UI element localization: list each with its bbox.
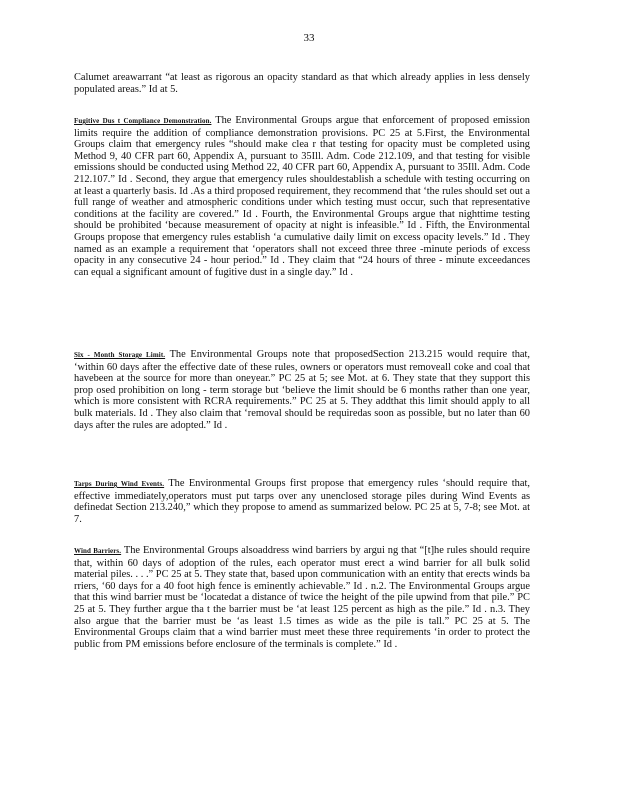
paragraph-six-month-storage	[74, 349, 530, 431]
section-heading-six-month-storage: Six - Month Storage Limit.	[74, 351, 166, 359]
paragraph-text: Calumet areawarrant “at least as rigorous an opacity standard as that which already applies in less densely populated areas.” Id at 5.	[74, 72, 530, 95]
paragraph-wind-barriers	[74, 545, 530, 650]
section-heading-tarps: Tarps During Wind Events.	[74, 480, 165, 488]
section-heading-wind-barriers: Wind Barriers.	[74, 547, 122, 555]
paragraph-calumet-standard	[74, 72, 530, 95]
paragraph-text: The Environmental Groups first propose that emergency rules ‘should require that, effective immediately,operators must put tarps over any unenclosed storage piles during Wind Events as definedat Section 213.240,” which they propose to amend as summarized below. PC 25 at 5, 7-8; see Mot. at 7.	[74, 478, 530, 525]
paragraph-text: The Environmental Groups alsoaddress wind barriers by argui ng that “[t]he rules should require that, within 60 days of adoption of the rules, each operator must erect a wind barrier for all bulk solid material piles. . . .” PC 25 at 5. They state that, based upon communication with an entity that erects winds ba rriers, ‘60 days for a 40 foot high fence is eminently achievable.” Id . n.2. The Environmental Groups argue that this wind barrier must be ‘locatedat a distance of twice the height of the pile upwind from that pile.” PC 25 at 5. They further argue tha t the barrier must be ‘at least 125 percent as high as the pile.” Id . n.3. They also argue that the barrier must be ‘as least 1.5 times as wide as the pile is tall.” PC 25 at 5. The Environmental Groups claim that a wind barrier must meet these three requirements ‘in order to protect the public from PM emissions before enclosure of the terminals is complete.” Id .	[74, 545, 530, 650]
section-heading-fugitive-dust: Fugitive Dus t Compliance Demonstration.	[74, 117, 212, 125]
page-number: 33	[303, 32, 315, 44]
paragraph-text: The Environmental Groups note that proposedSection 213.215 would require that, ‘within 60 days after the effective date of these rules, owners or operators must removeall coke and coal that havebeen at the source for more than oneyear.” PC 25 at 5; see Mot. at 6. They state that they support this prop osed prohibition on long - term storage but ‘believe the limit should be 6 months rather than one year, which is more consistent with RCRA requirements.” PC 25 at 5. They addthat this limit should apply to all bulk materials. Id . They also claim that ‘removal should be requiredas soon as possible, but no later than 60 days after the rules are adopted.” Id .	[74, 349, 530, 431]
paragraph-text: The Environmental Groups argue that enforcement of proposed emission limits require the addition of compliance demonstration provisions. PC 25 at 5.First, the Environmental Groups claim that emergency rules “should make clea r that testing for opacity must be completed using Method 9, 40 CFR part 60, Appendix A, pursuant to 35Ill. Adm. Code 212.109, and that testing for visible emissions should be conducted using Method 22, 40 CFR part 60, Appendix A, pursuant to 35Ill. Adm. Code 212.107.” Id . Second, they argue that emergency rules shouldestablish a schedule with testing occurring on at least a quarterly basis. Id .As a third proposed requirement, they recommend that ‘the rules should set out a full range of weather and atmospheric conditions under which testing must occur, such that representative conditions at the facility are covered.” Id . Fourth, the Environmental Groups argue that nighttime testing should be prohibited ‘because measurement of opacity at night is infeasible.” Id . Fifth, the Environmental Groups propose that emergency rules establish ‘a cumulative daily limit on excess opacity levels.” Id . They named as an example a requirement that ‘operators shall not exceed three three -minute periods of excess opacity in any consecutive 24 - hour period.” Id . They claim that “24 hours of three - minute exceedances can equal a significant amount of fugitive dust in a single day.” Id .	[74, 115, 530, 278]
paragraph-tarps-wind-events	[74, 478, 530, 525]
paragraph-fugitive-dust-compliance	[74, 115, 530, 278]
